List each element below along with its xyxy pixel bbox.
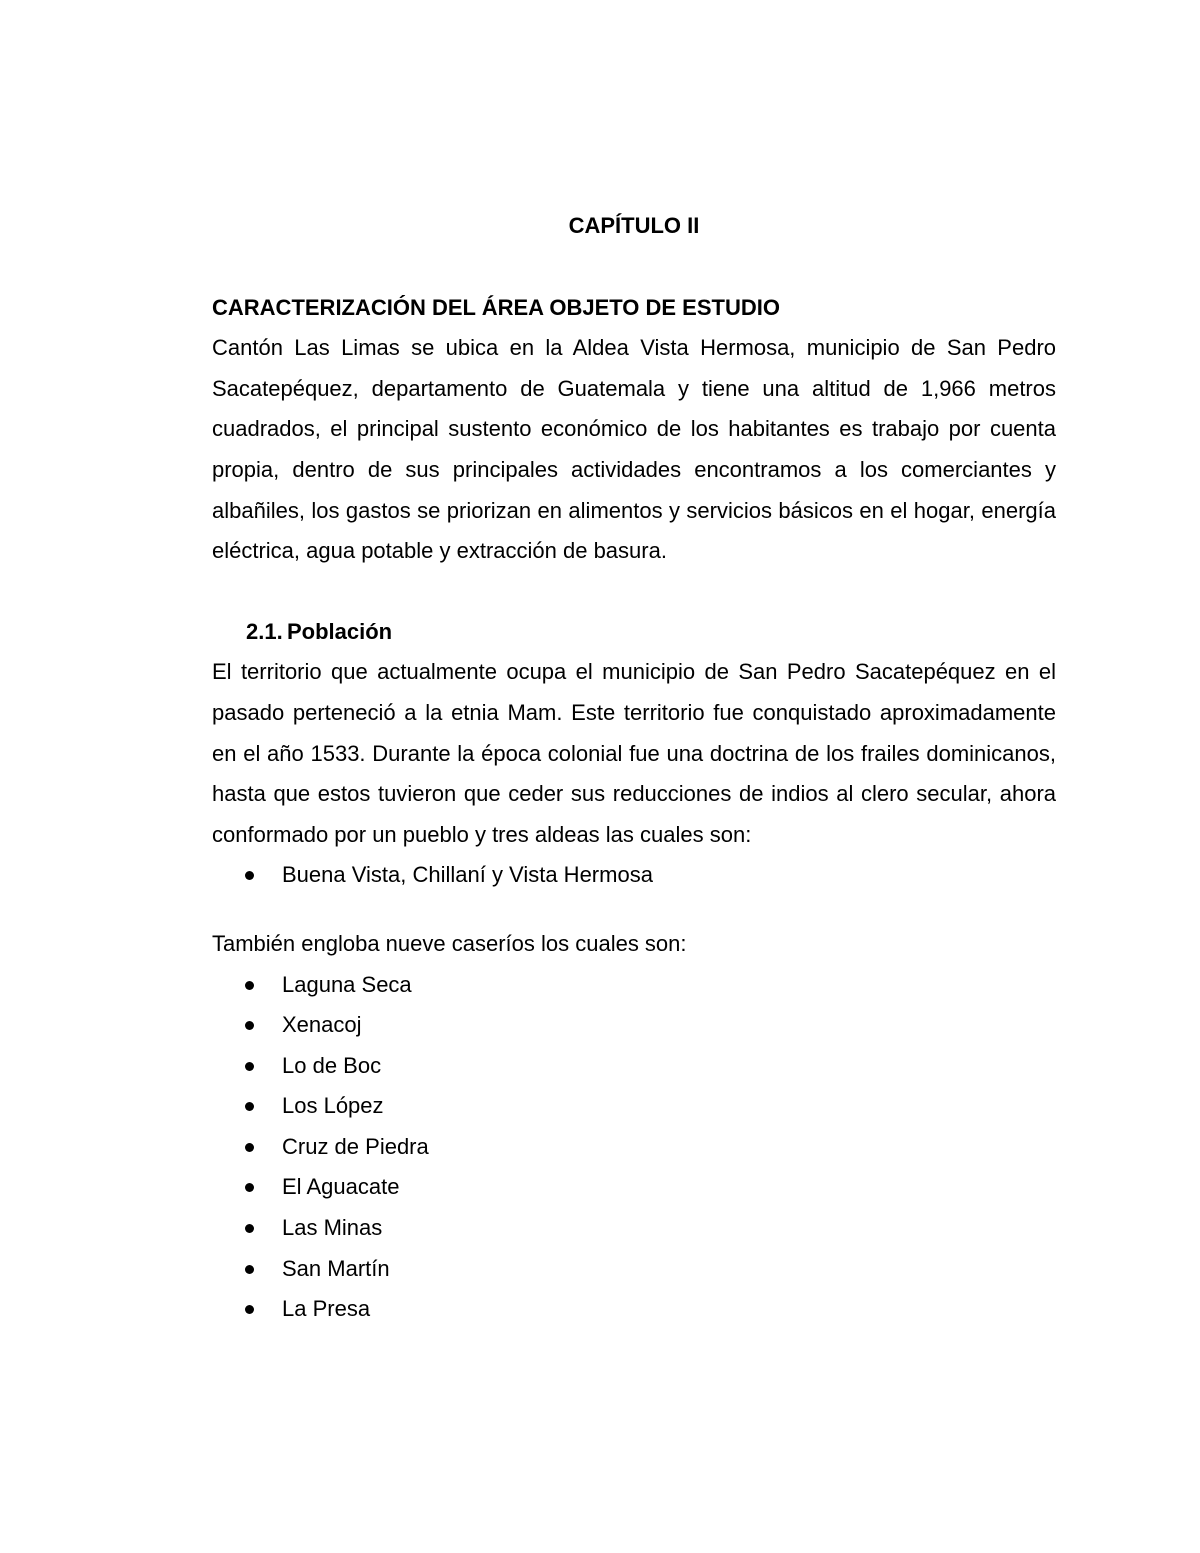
bullet-icon (245, 981, 254, 990)
list-item-label: Las Minas (282, 1215, 383, 1241)
aldeas-list (212, 855, 1056, 896)
list-item (212, 1249, 1056, 1290)
bullet-icon (245, 1102, 254, 1111)
bullet-icon (245, 1143, 254, 1152)
list-item-label: El Aguacate (282, 1174, 400, 1200)
list-item (212, 1086, 1056, 1127)
chapter-title: CAPÍTULO II (568, 213, 700, 238)
subsection-heading (246, 612, 1056, 653)
subsection-title: Población (287, 618, 393, 644)
list-item (212, 1208, 1056, 1249)
list-item (212, 1167, 1056, 1208)
list-item-label: Xenacoj (282, 1012, 362, 1038)
bullet-icon (245, 1305, 254, 1314)
caserios-list (212, 965, 1056, 1330)
list-item (212, 965, 1056, 1006)
list-item-label: Laguna Seca (282, 971, 412, 997)
bullet-icon (245, 1062, 254, 1071)
bullet-icon (245, 871, 254, 880)
list-item (212, 1289, 1056, 1330)
list-item-label: Cruz de Piedra (282, 1133, 429, 1159)
intro-paragraph: Cantón Las Limas se ubica en la Aldea Vista Hermosa, municipio de San Pedro Sacatepéquez, departamento de Guatemala y tiene una altitud de 1,966 metros cuadrados, el principal sustento económico de los habitantes es trabajo por cuenta propia, dentro de sus principales actividades encontramos a los comerciantes y albañiles, los gastos se priorizan en alimentos y servicios básicos en el hogar, energía eléctrica, agua potable y extracción de basura. (212, 335, 1056, 564)
list-item (212, 1127, 1056, 1168)
caserios-intro: También engloba nueve caseríos los cuales son: (212, 930, 687, 956)
section-title: CARACTERIZACIÓN DEL ÁREA OBJETO DE ESTUDIO (212, 294, 780, 320)
page-content (212, 206, 1056, 1330)
subsection-number: 2.1. (246, 618, 283, 644)
list-item-label: San Martín (282, 1255, 390, 1281)
bullet-icon (245, 1021, 254, 1030)
bullet-icon (245, 1224, 254, 1233)
list-item-label: Lo de Boc (282, 1052, 382, 1078)
bullet-icon (245, 1265, 254, 1274)
list-item-label: Buena Vista, Chillaní y Vista Hermosa (282, 862, 653, 888)
list-item (212, 1046, 1056, 1087)
bullet-icon (245, 1183, 254, 1192)
list-item-label: Los López (282, 1093, 384, 1119)
list-item (212, 855, 1056, 896)
list-item-label: La Presa (282, 1296, 371, 1322)
poblacion-paragraph: El territorio que actualmente ocupa el municipio de San Pedro Sacatepéquez en el pasado perteneció a la etnia Mam. Este territorio fue conquistado aproximadamente en el año 1533. Durante la época colonial fue una doctrina de los frailes dominicanos, hasta que estos tuvieron que ceder sus reducciones de indios al clero secular, ahora conformado por un pueblo y tres aldeas las cuales son: (212, 659, 1056, 847)
list-item (212, 1005, 1056, 1046)
